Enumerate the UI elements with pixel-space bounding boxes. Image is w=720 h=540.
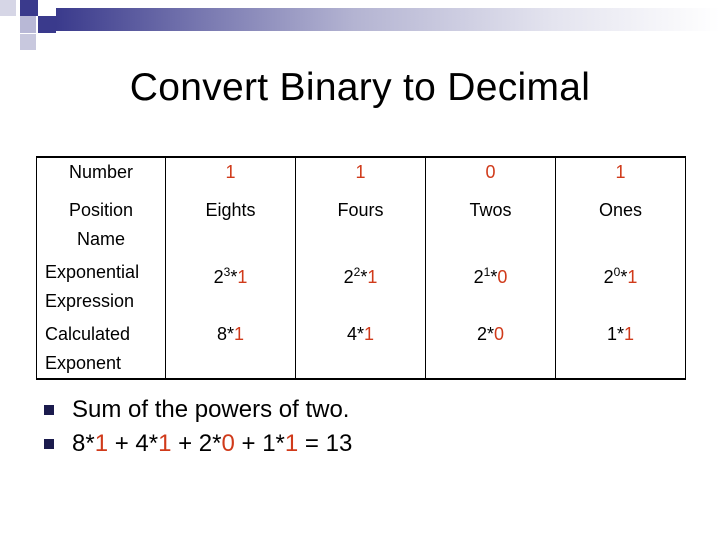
exp-bit: 1: [367, 267, 378, 287]
calc-op: *: [356, 324, 364, 344]
corner-square-2: [20, 0, 38, 16]
exp-op: *: [230, 267, 238, 287]
corner-square-3: [38, 16, 56, 33]
sum-part: = 13: [298, 430, 353, 457]
bullet-list: [44, 393, 352, 461]
exp-power: 1: [483, 265, 491, 279]
sum-bit: 1: [94, 430, 109, 457]
exp-op: *: [490, 267, 498, 287]
calc-bit: 0: [494, 324, 505, 344]
position-cell: Fours: [296, 192, 426, 254]
row-label-calculated: [37, 316, 166, 379]
row-label-line: Name: [76, 229, 125, 249]
exp-base: 2: [603, 267, 614, 287]
row-label-line: Calculated: [45, 324, 131, 344]
calc-value: 4: [346, 324, 357, 344]
exp-power: 2: [353, 265, 361, 279]
exp-bit: 1: [237, 267, 248, 287]
exp-bit: 1: [627, 267, 638, 287]
bullet-square-icon: [44, 439, 54, 449]
exp-power: 0: [613, 265, 621, 279]
corner-square-4: [20, 16, 36, 33]
exponential-cell: [296, 254, 426, 316]
slide-title: Convert Binary to Decimal: [129, 66, 591, 109]
number-cell: 1: [296, 157, 426, 192]
row-label-number: Number: [37, 157, 166, 192]
sum-part: 8*: [72, 430, 95, 457]
calculated-cell: [296, 316, 426, 379]
calc-op: *: [616, 324, 624, 344]
calc-op: *: [226, 324, 234, 344]
table-row-calculated: [37, 316, 686, 379]
calc-bit: 1: [624, 324, 635, 344]
sum-bit: 1: [158, 430, 172, 457]
position-cell: Ones: [556, 192, 686, 254]
table-row-position: [37, 192, 686, 254]
exp-bit: 0: [497, 267, 508, 287]
exp-base: 2: [213, 267, 224, 287]
sum-part: + 1*: [234, 430, 285, 457]
exp-base: 2: [473, 267, 484, 287]
table-row-number: [37, 157, 686, 192]
number-cell: 1: [556, 157, 686, 192]
row-label-position: [37, 192, 166, 254]
calculated-cell: [166, 316, 296, 379]
exponential-cell: [556, 254, 686, 316]
calc-value: 2: [476, 324, 487, 344]
position-cell: Eights: [166, 192, 296, 254]
row-label-line: Position: [68, 200, 134, 220]
sum-bit: 0: [221, 430, 235, 457]
exp-power: 3: [223, 265, 231, 279]
sum-bit: 1: [284, 430, 299, 457]
corner-square-5: [20, 34, 36, 50]
exponential-cell: [166, 254, 296, 316]
row-label-exponential: [37, 254, 166, 316]
exp-op: *: [620, 267, 628, 287]
exponential-cell: [426, 254, 556, 316]
bullet-item: [44, 427, 352, 461]
row-label-line: Exponential: [45, 262, 140, 282]
binary-table: [36, 156, 686, 380]
sum-part: + 4*: [108, 430, 159, 457]
bullet-text: Sum of the powers of two.: [72, 396, 350, 423]
calc-value: 1: [606, 324, 617, 344]
bullet-item: [44, 393, 352, 427]
bullet-sum-expression: [72, 427, 352, 461]
calc-bit: 1: [364, 324, 375, 344]
exp-base: 2: [343, 267, 354, 287]
header-gradient-band: [56, 8, 720, 31]
calculated-cell: [426, 316, 556, 379]
table-row-exponential: [37, 254, 686, 316]
position-cell: Twos: [426, 192, 556, 254]
calc-value: 8: [216, 324, 227, 344]
sum-part: + 2*: [171, 430, 222, 457]
calculated-cell: [556, 316, 686, 379]
number-cell: 1: [166, 157, 296, 192]
exp-op: *: [360, 267, 368, 287]
calc-bit: 1: [234, 324, 245, 344]
calc-op: *: [486, 324, 494, 344]
row-label-line: Exponent: [45, 353, 122, 373]
row-label-line: Expression: [45, 291, 135, 311]
bullet-square-icon: [44, 405, 54, 415]
number-cell: 0: [426, 157, 556, 192]
corner-square-1: [0, 0, 16, 16]
